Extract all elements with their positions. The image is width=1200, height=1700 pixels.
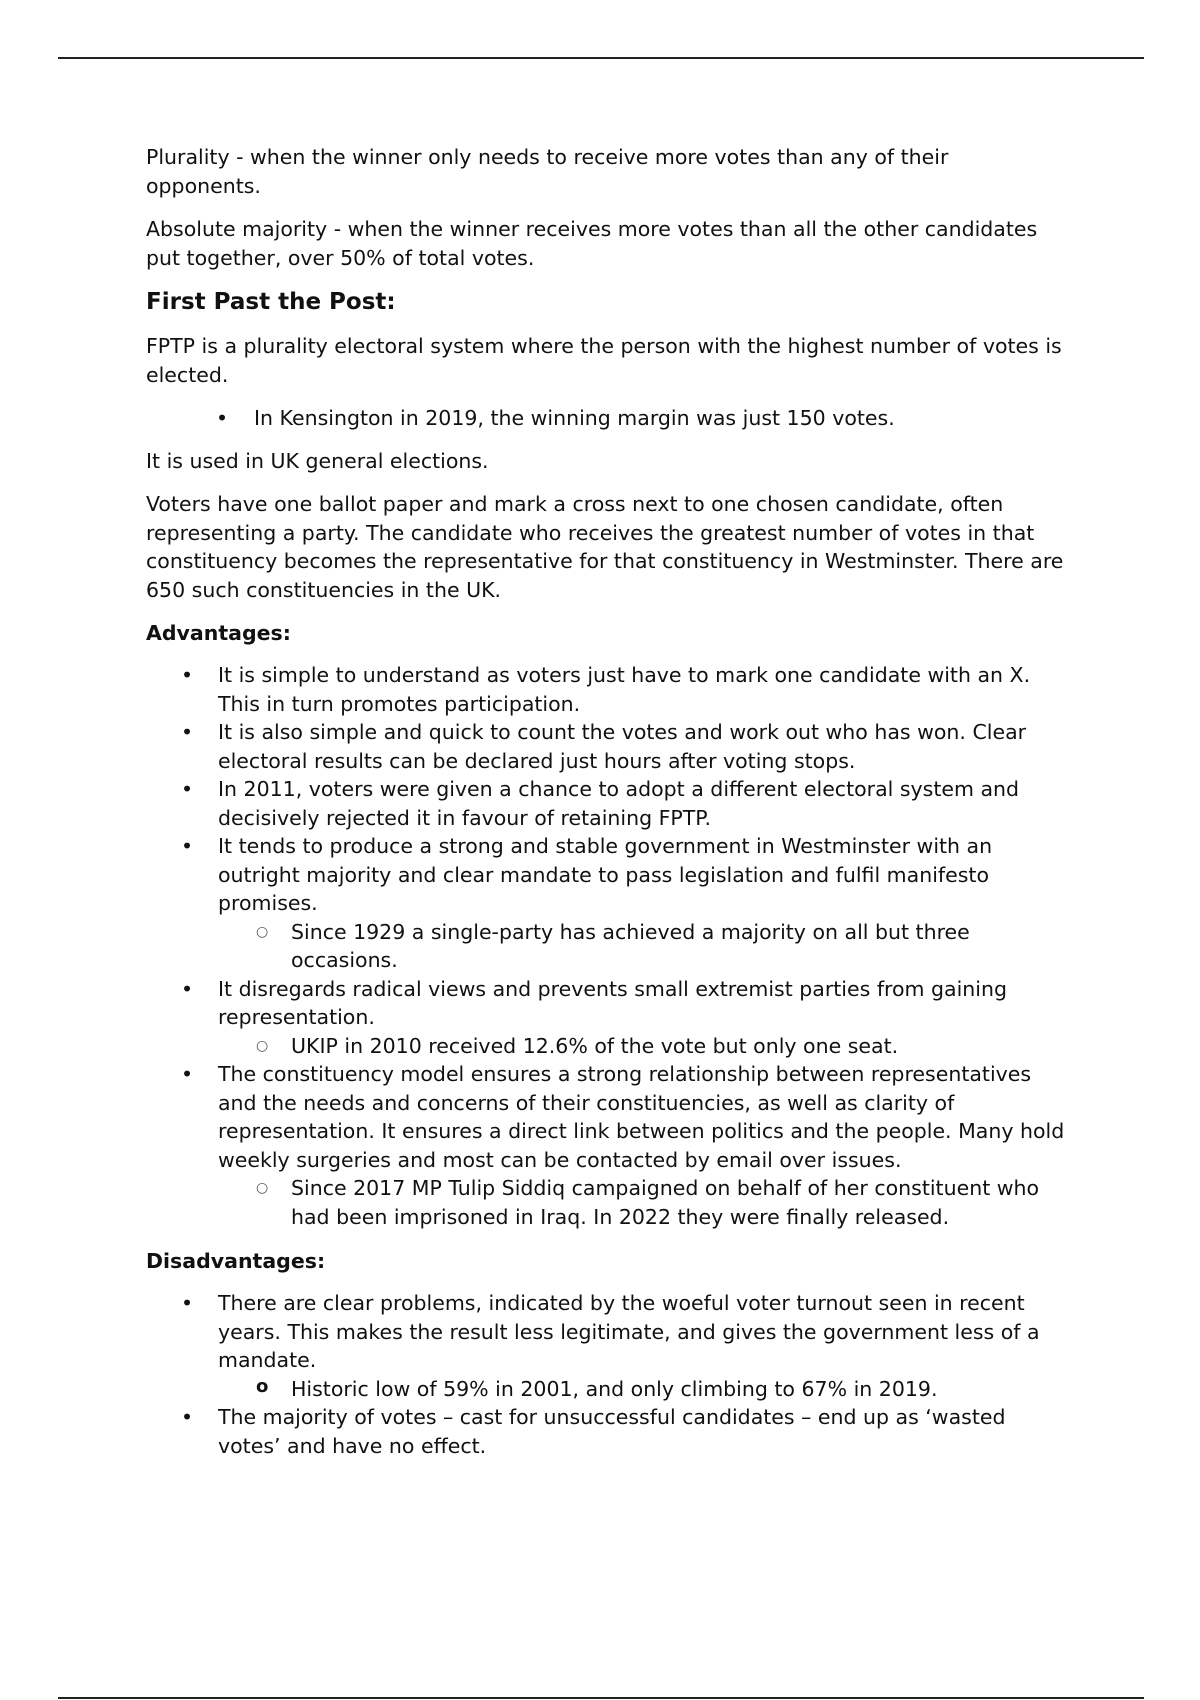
list-item: [146, 775, 1066, 832]
advantages-heading: Advantages:: [146, 621, 291, 645]
list-item: [146, 718, 1066, 775]
list-item: [146, 832, 1066, 975]
fptp-usage: It is used in UK general elections.: [146, 448, 489, 473]
list-item-text: The majority of votes – cast for unsuccessful candidates – end up as ‘wasted votes’ and have no effect.: [218, 1405, 1006, 1458]
disadvantages-list: [146, 1289, 1066, 1460]
sub-list-item: ○ Since 2017 MP Tulip Siddiq campaigned on behalf of her constituent who had been imprisoned in Iraq. In 2022 they were finally released.: [146, 1174, 1066, 1231]
fptp-intro: FPTP is a plurality electoral system where the person with the highest number of votes is elected.: [146, 334, 1062, 387]
disadvantages-heading: Disadvantages:: [146, 1249, 326, 1273]
list-item: [146, 975, 1066, 1061]
absolute-majority-definition: Absolute majority - when the winner receives more votes than all the other candidates put together, over 50% of total votes.: [146, 217, 1038, 270]
top-rule: [58, 57, 1144, 59]
list-item-text: It tends to produce a strong and stable government in Westminster with an outright majority and clear mandate to pass legislation and fulfil manifesto promises.: [218, 834, 993, 915]
sub-list-item: ○ UKIP in 2010 received 12.6% of the vote but only one seat.: [146, 1032, 1066, 1061]
sub-list: [218, 1174, 1066, 1231]
sub-list: [218, 918, 1066, 975]
sub-list: [218, 1032, 1066, 1061]
list-item-text: There are clear problems, indicated by the woeful voter turnout seen in recent years. This makes the result less legitimate, and gives the government less of a mandate.: [218, 1291, 1040, 1372]
sub-list: [218, 1375, 1066, 1404]
fptp-description: Voters have one ballot paper and mark a cross next to one chosen candidate, often representing a party. The candidate who receives the greatest number of votes in that constituency becomes the representative for that constituency in Westminster. There are 650 such constituencies in the UK.: [146, 492, 1064, 602]
list-item: [146, 1060, 1066, 1231]
advantages-list: [146, 661, 1066, 1231]
list-item: [146, 661, 1066, 718]
document-body: [146, 143, 1066, 1476]
fptp-example-list: [146, 404, 1066, 433]
sub-list-item: ○ Since 1929 a single-party has achieved a majority on all but three occasions.: [146, 918, 1066, 975]
list-item: [146, 1403, 1066, 1460]
sub-list-item: o Historic low of 59% in 2001, and only climbing to 67% in 2019.: [146, 1375, 1066, 1404]
bottom-rule: [58, 1697, 1144, 1699]
list-item-text: In 2011, voters were given a chance to adopt a different electoral system and decisively rejected it in favour of retaining FPTP.: [218, 777, 1020, 830]
list-item-text: It is also simple and quick to count the votes and work out who has won. Clear electoral results can be declared just hours after voting stops.: [218, 720, 1027, 773]
list-item-text: It is simple to understand as voters just have to mark one candidate with an X. This in turn promotes participation.: [218, 663, 1031, 716]
list-item-text: It disregards radical views and prevents small extremist parties from gaining representation.: [218, 976, 1007, 1029]
list-item-text: The constituency model ensures a strong relationship between representatives and the needs and concerns of their constituencies, as well as clarity of representation. It ensures a direct link between politics and the people. Many hold weekly surgeries and most can be contacted by email over issues.: [218, 1062, 1065, 1172]
list-item: [146, 1289, 1066, 1403]
fptp-heading: First Past the Post:: [146, 289, 396, 315]
list-item: • In Kensington in 2019, the winning margin was just 150 votes.: [146, 404, 1066, 433]
plurality-definition: Plurality - when the winner only needs to receive more votes than any of their opponents.: [146, 145, 949, 198]
